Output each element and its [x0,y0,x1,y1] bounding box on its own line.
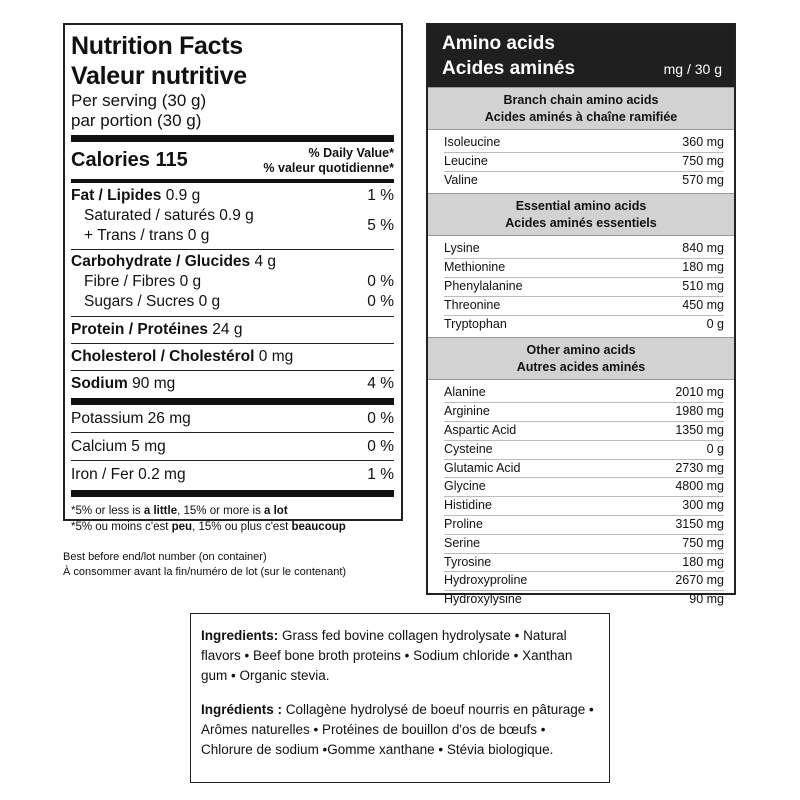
iron-pct: 1 % [367,466,394,483]
divider [71,398,394,405]
ingredients-text-fr: Collagène hydrolysé de boeuf nourris en pâturage • Arômes naturelles • Protéines de bouillon d'os de bœufs • Chlorure de sodium •Gomme xanthane • Stévia biologique. [201,702,594,757]
fat-group [71,183,394,246]
amino-name: Valine [444,172,478,187]
sat-trans-row [71,206,394,246]
amino-name: Alanine [444,385,486,400]
trans-label: + Trans / trans 0 g [84,227,210,244]
amino-list [428,380,734,613]
amino-row [444,591,724,609]
serving-fr: par portion (30 g) [71,111,202,130]
amino-row [444,497,724,516]
amino-row [444,478,724,497]
amino-value: 2670 mg [675,573,724,588]
amino-sections [428,87,734,613]
sugars-label: Sugars / Sucres 0 g [84,293,221,310]
amino-value: 570 mg [682,172,724,187]
amino-value: 840 mg [682,241,724,256]
carb-amount: 4 g [254,253,277,270]
carb-label: Carbohydrate / Glucides [71,253,251,270]
calories-row [71,146,394,176]
nutrition-title-fr: Valeur nutritive [71,62,247,90]
amino-value: 180 mg [682,260,724,275]
ingredients-text-en: Grass fed bovine collagen hydrolysate • Natural flavors • Beef bone broth proteins • Sodium chloride • Xanthan gum • Organic stevia. [201,628,573,683]
amino-name: Threonine [444,297,501,312]
amino-row [444,316,724,334]
dv-fr: % valeur quotidienne* [263,161,394,175]
calories-label: Calories 115 [71,149,188,171]
amino-name: Tyrosine [444,554,492,569]
sugars-pct: 0 % [367,293,394,310]
divider [71,135,394,142]
amino-name: Proline [444,516,483,531]
amino-name: Serine [444,535,481,550]
cholesterol-label: Cholesterol / Cholestérol [71,348,255,365]
amino-list [428,130,734,193]
best-before-en: Best before end/lot number (on container) [63,551,267,563]
calcium-label: Calcium 5 mg [71,438,166,455]
amino-row [444,278,724,297]
amino-row [444,554,724,573]
sodium-row [71,371,394,397]
amino-row [444,240,724,259]
amino-value: 2010 mg [675,385,724,400]
ingredients-en [201,626,599,686]
amino-name: Phenylalanine [444,278,523,293]
amino-name: Arginine [444,404,490,419]
fat-amount: 0.9 g [165,187,201,204]
amino-name: Aspartic Acid [444,422,517,437]
amino-name: Leucine [444,153,488,168]
amino-section-title-en: Branch chain amino acids [503,93,659,107]
amino-section-title-fr: Acides aminés à chaîne ramifiée [484,110,678,124]
cholesterol-row [71,344,394,370]
nutrition-facts-panel [63,23,403,533]
amino-name: Hydroxylysine [444,592,522,607]
amino-name: Methionine [444,260,506,275]
fibre-pct: 0 % [367,273,394,290]
amino-value: 360 mg [682,135,724,149]
dv-en: % Daily Value* [308,146,394,160]
amino-row [444,572,724,591]
amino-section-header [428,87,734,130]
amino-value: 0 g [706,441,724,456]
amino-row [444,172,724,190]
amino-value: 180 mg [682,554,724,569]
saturated-label: Saturated / saturés 0.9 g [84,207,254,224]
ingredients-label-fr: Ingrédients : [201,702,283,717]
footnote [71,497,394,535]
amino-value: 3150 mg [675,516,724,531]
serving-en: Per serving (30 g) [71,91,207,110]
amino-name: Isoleucine [444,135,501,149]
amino-row [444,153,724,172]
amino-row [444,259,724,278]
amino-value: 1350 mg [675,422,724,437]
carb-row [71,252,394,272]
amino-section-header [428,337,734,380]
amino-value: 750 mg [682,153,724,168]
amino-name: Tryptophan [444,316,507,331]
sodium-amount: 90 mg [132,375,176,392]
amino-value: 2730 mg [675,460,724,475]
amino-section-header [428,193,734,236]
amino-name: Hydroxyproline [444,573,528,588]
protein-row [71,317,394,343]
amino-row [444,384,724,403]
amino-section-title-en: Other amino acids [526,343,636,358]
ingredients-panel [190,613,610,783]
ingredients-label-en: Ingredients: [201,628,279,643]
amino-header [428,25,734,87]
fat-row [71,186,394,206]
amino-name: Glycine [444,479,486,494]
potassium-label: Potassium 26 mg [71,410,191,427]
amino-value: 0 g [706,316,724,331]
amino-name: Histidine [444,498,492,513]
fat-label: Fat / Lipides [71,187,162,204]
amino-name: Lysine [444,241,480,256]
amino-section-title-en: Essential amino acids [515,199,647,214]
best-before-fr: À consommer avant la fin/numéro de lot (sur le contenant) [63,566,347,578]
protein-amount: 24 g [212,321,243,338]
amino-acids-panel [426,23,736,607]
carb-group [71,250,394,312]
amino-row [444,441,724,460]
amino-row [444,535,724,554]
ingredients-fr [201,700,599,760]
potassium-pct: 0 % [367,410,394,427]
sodium-label: Sodium [71,375,128,392]
amino-row [444,297,724,316]
calcium-row [71,433,394,460]
sodium-pct: 4 % [367,375,394,392]
amino-section-title-fr: Acides aminés essentiels [505,216,657,231]
amino-value: 450 mg [682,297,724,312]
amino-list [428,236,734,337]
amino-row [444,516,724,535]
calcium-pct: 0 % [367,438,394,455]
cholesterol-amount: 0 mg [258,348,294,365]
fibre-label: Fibre / Fibres 0 g [84,273,202,290]
amino-row [444,403,724,422]
sat-pct: 5 % [367,217,394,234]
amino-name: Cysteine [444,441,493,456]
amino-row [444,460,724,479]
footnote-en: *5% or less is a little, 15% or more is a lot [71,505,288,517]
divider [71,490,394,497]
amino-unit: mg / 30 g [663,61,722,77]
amino-value: 300 mg [682,498,724,513]
sugars-row [71,292,394,312]
potassium-row [71,405,394,432]
amino-title-en: Amino acids [442,33,555,54]
amino-value: 90 mg [689,592,724,607]
daily-value-header [263,146,394,176]
fat-pct: 1 % [367,187,394,204]
nutrition-title-en: Nutrition Facts [71,32,243,60]
best-before-note [63,550,346,580]
amino-title-fr: Acides aminés [442,58,576,79]
protein-label: Protein / Protéines [71,321,208,338]
amino-section-title-fr: Autres acides aminés [516,360,646,375]
amino-value: 750 mg [682,535,724,550]
amino-value: 510 mg [682,278,724,293]
footnote-fr: *5% ou moins c'est peu, 15% ou plus c'est beaucoup [71,521,346,533]
amino-row [444,134,724,153]
amino-row [444,422,724,441]
amino-name: Glutamic Acid [444,460,521,475]
amino-value: 4800 mg [675,479,724,494]
amino-value: 1980 mg [675,404,724,419]
iron-label: Iron / Fer 0.2 mg [71,466,186,483]
fibre-row [71,272,394,292]
iron-row [71,461,394,488]
